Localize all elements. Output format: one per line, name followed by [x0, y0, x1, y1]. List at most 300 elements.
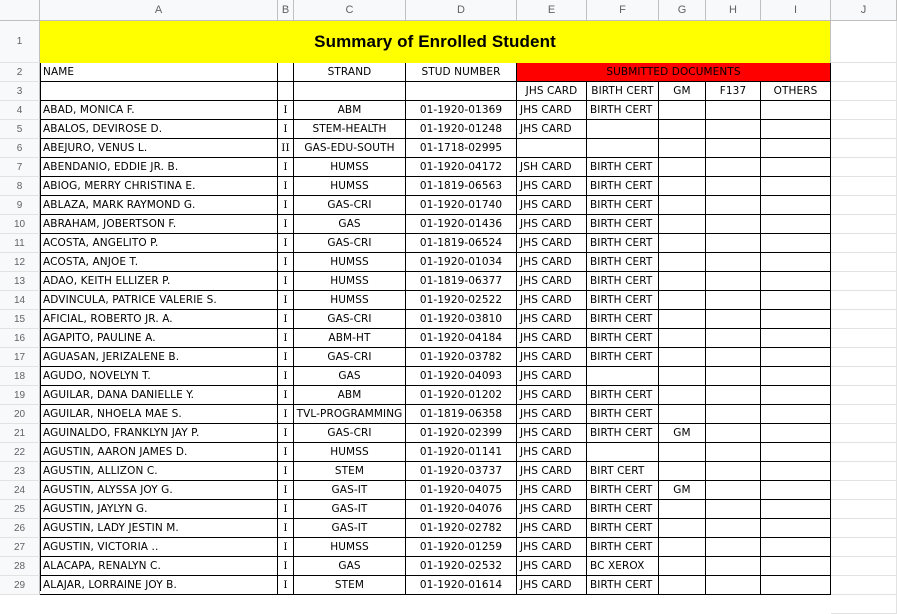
doc-f137[interactable]	[706, 443, 761, 462]
column-header-b[interactable]: B	[278, 0, 294, 21]
student-name[interactable]: AGAPITO, PAULINE A.	[40, 329, 278, 348]
doc-others[interactable]	[761, 405, 831, 424]
grid-cell-j[interactable]	[831, 557, 897, 576]
doc-others[interactable]	[761, 424, 831, 443]
doc-birth-cert[interactable]: BIRTH CERT	[587, 272, 659, 291]
row-header[interactable]: 26	[0, 519, 40, 538]
doc-others[interactable]	[761, 196, 831, 215]
doc-gm[interactable]	[659, 500, 706, 519]
student-grade[interactable]: I	[278, 557, 294, 576]
doc-birth-cert[interactable]: BIRTH CERT	[587, 158, 659, 177]
doc-gm[interactable]	[659, 367, 706, 386]
student-strand[interactable]: ABM	[294, 101, 406, 120]
header-stud-number[interactable]: STUD NUMBER	[406, 63, 517, 82]
row-header[interactable]: 21	[0, 424, 40, 443]
student-strand[interactable]: STEM	[294, 462, 406, 481]
doc-gm[interactable]: GM	[659, 481, 706, 500]
column-header-e[interactable]: E	[517, 0, 587, 21]
student-grade[interactable]: I	[278, 272, 294, 291]
student-strand[interactable]: GAS-IT	[294, 500, 406, 519]
doc-f137[interactable]	[706, 215, 761, 234]
student-name[interactable]: AGUASAN, JERIZALENE B.	[40, 348, 278, 367]
doc-gm[interactable]	[659, 272, 706, 291]
doc-jhs-card[interactable]: JHS CARD	[517, 120, 587, 139]
doc-birth-cert[interactable]	[587, 367, 659, 386]
grid-cell-j[interactable]	[831, 348, 897, 367]
doc-birth-cert[interactable]: BIRTH CERT	[587, 329, 659, 348]
column-header-d[interactable]: D	[406, 0, 517, 21]
row-header[interactable]: 8	[0, 177, 40, 196]
doc-birth-cert[interactable]: BIRTH CERT	[587, 424, 659, 443]
student-name[interactable]: AGUINALDO, FRANKLYN JAY P.	[40, 424, 278, 443]
doc-f137[interactable]	[706, 367, 761, 386]
student-strand[interactable]: HUMSS	[294, 443, 406, 462]
student-grade[interactable]: I	[278, 253, 294, 272]
header-grade[interactable]	[278, 63, 294, 82]
doc-jhs-card[interactable]: JHS CARD	[517, 405, 587, 424]
row-header[interactable]: 13	[0, 272, 40, 291]
grid-cell-j[interactable]	[831, 272, 897, 291]
student-strand[interactable]: HUMSS	[294, 291, 406, 310]
student-name[interactable]: ALACAPA, RENALYN C.	[40, 557, 278, 576]
grid-cell-j[interactable]	[831, 63, 897, 82]
row-header[interactable]: 10	[0, 215, 40, 234]
grid-cell-j[interactable]	[831, 405, 897, 424]
doc-f137[interactable]	[706, 177, 761, 196]
student-grade[interactable]: I	[278, 234, 294, 253]
grid-cell-j[interactable]	[831, 576, 897, 595]
doc-f137[interactable]	[706, 405, 761, 424]
doc-f137[interactable]	[706, 253, 761, 272]
column-header-a[interactable]: A	[40, 0, 278, 21]
student-name[interactable]: AGUSTIN, JAYLYN G.	[40, 500, 278, 519]
doc-jhs-card[interactable]: JHS CARD	[517, 538, 587, 557]
grid-cell-j[interactable]	[831, 21, 897, 63]
student-number[interactable]: 01-1920-04172	[406, 158, 517, 177]
doc-jhs-card[interactable]: JHS CARD	[517, 519, 587, 538]
student-strand[interactable]: GAS-CRI	[294, 310, 406, 329]
row-header[interactable]: 1	[0, 21, 40, 63]
student-number[interactable]: 01-1718-02995	[406, 139, 517, 158]
student-number[interactable]: 01-1920-02532	[406, 557, 517, 576]
student-grade[interactable]: I	[278, 291, 294, 310]
student-grade[interactable]: I	[278, 329, 294, 348]
student-strand[interactable]: HUMSS	[294, 538, 406, 557]
student-strand[interactable]: HUMSS	[294, 253, 406, 272]
grid-cell-j[interactable]	[831, 500, 897, 519]
student-name[interactable]: ADVINCULA, PATRICE VALERIE S.	[40, 291, 278, 310]
grid-cell-j[interactable]	[831, 82, 897, 101]
doc-others[interactable]	[761, 443, 831, 462]
doc-f137[interactable]	[706, 576, 761, 595]
doc-jhs-card[interactable]: JHS CARD	[517, 272, 587, 291]
header-doc-others[interactable]: OTHERS	[761, 82, 831, 101]
doc-birth-cert[interactable]: BIRTH CERT	[587, 101, 659, 120]
doc-others[interactable]	[761, 557, 831, 576]
doc-birth-cert[interactable]: BIRTH CERT	[587, 291, 659, 310]
doc-birth-cert[interactable]: BIRTH CERT	[587, 576, 659, 595]
student-name[interactable]: ALAJAR, LORRAINE JOY B.	[40, 576, 278, 595]
student-strand[interactable]: GAS-CRI	[294, 424, 406, 443]
doc-gm[interactable]	[659, 348, 706, 367]
doc-birth-cert[interactable]	[587, 139, 659, 158]
doc-f137[interactable]	[706, 481, 761, 500]
doc-f137[interactable]	[706, 101, 761, 120]
doc-birth-cert[interactable]: BIRTH CERT	[587, 500, 659, 519]
doc-birth-cert[interactable]	[587, 120, 659, 139]
grid-cell-j[interactable]	[831, 424, 897, 443]
student-grade[interactable]: I	[278, 177, 294, 196]
doc-jhs-card[interactable]: JHS CARD	[517, 481, 587, 500]
student-strand[interactable]: TVL-PROGRAMMING	[294, 405, 406, 424]
row-header[interactable]: 3	[0, 82, 40, 101]
doc-gm[interactable]	[659, 120, 706, 139]
doc-others[interactable]	[761, 101, 831, 120]
doc-others[interactable]	[761, 158, 831, 177]
doc-birth-cert[interactable]: BIRTH CERT	[587, 253, 659, 272]
doc-jhs-card[interactable]: JHS CARD	[517, 348, 587, 367]
doc-birth-cert[interactable]: BIRTH CERT	[587, 177, 659, 196]
column-header-i[interactable]: I	[761, 0, 831, 21]
doc-jhs-card[interactable]: JSH CARD	[517, 158, 587, 177]
doc-f137[interactable]	[706, 272, 761, 291]
doc-gm[interactable]	[659, 386, 706, 405]
doc-others[interactable]	[761, 215, 831, 234]
grid-cell-j[interactable]	[831, 367, 897, 386]
doc-f137[interactable]	[706, 310, 761, 329]
doc-f137[interactable]	[706, 291, 761, 310]
doc-birth-cert[interactable]: BIRTH CERT	[587, 215, 659, 234]
doc-gm[interactable]	[659, 443, 706, 462]
grid-cell-j[interactable]	[831, 310, 897, 329]
grid-cell-j[interactable]	[831, 595, 897, 614]
student-strand[interactable]: STEM	[294, 576, 406, 595]
student-number[interactable]: 01-1920-01259	[406, 538, 517, 557]
doc-jhs-card[interactable]: JHS CARD	[517, 367, 587, 386]
doc-jhs-card[interactable]: JHS CARD	[517, 291, 587, 310]
doc-gm[interactable]	[659, 576, 706, 595]
doc-jhs-card[interactable]: JHS CARD	[517, 443, 587, 462]
student-grade[interactable]: I	[278, 405, 294, 424]
row-header[interactable]: 4	[0, 101, 40, 120]
header-doc-f137[interactable]: F137	[706, 82, 761, 101]
student-strand[interactable]: HUMSS	[294, 272, 406, 291]
student-grade[interactable]: I	[278, 386, 294, 405]
student-number[interactable]: 01-1920-02399	[406, 424, 517, 443]
student-name[interactable]: ABEJURO, VENUS L.	[40, 139, 278, 158]
row-header[interactable]: 2	[0, 63, 40, 82]
doc-gm[interactable]	[659, 177, 706, 196]
grid-cell-j[interactable]	[831, 329, 897, 348]
doc-jhs-card[interactable]: JHS CARD	[517, 576, 587, 595]
student-grade[interactable]: I	[278, 367, 294, 386]
student-strand[interactable]: HUMSS	[294, 177, 406, 196]
doc-birth-cert[interactable]: BIRTH CERT	[587, 481, 659, 500]
doc-jhs-card[interactable]: JHS CARD	[517, 177, 587, 196]
student-name[interactable]: ABALOS, DEVIROSE D.	[40, 120, 278, 139]
grid-cell-j[interactable]	[831, 177, 897, 196]
header-submitted-documents[interactable]: SUBMITTED DOCUMENTS	[517, 63, 831, 82]
student-strand[interactable]: GAS-IT	[294, 481, 406, 500]
doc-gm[interactable]	[659, 291, 706, 310]
doc-others[interactable]	[761, 291, 831, 310]
doc-jhs-card[interactable]: JHS CARD	[517, 557, 587, 576]
doc-birth-cert[interactable]: BIRTH CERT	[587, 196, 659, 215]
student-grade[interactable]: I	[278, 462, 294, 481]
column-header-g[interactable]: G	[659, 0, 706, 21]
row-header[interactable]: 28	[0, 557, 40, 576]
row-header[interactable]: 7	[0, 158, 40, 177]
doc-others[interactable]	[761, 386, 831, 405]
doc-gm[interactable]	[659, 101, 706, 120]
doc-f137[interactable]	[706, 386, 761, 405]
header-strand[interactable]: STRAND	[294, 63, 406, 82]
grid-cell-j[interactable]	[831, 253, 897, 272]
doc-jhs-card[interactable]: JHS CARD	[517, 310, 587, 329]
doc-f137[interactable]	[706, 462, 761, 481]
student-strand[interactable]: GAS-IT	[294, 519, 406, 538]
grid-cell-j[interactable]	[831, 196, 897, 215]
student-strand[interactable]: GAS	[294, 367, 406, 386]
row-header[interactable]: 12	[0, 253, 40, 272]
doc-gm[interactable]	[659, 215, 706, 234]
doc-birth-cert[interactable]: BIRTH CERT	[587, 405, 659, 424]
student-name[interactable]: AGUILAR, NHOELA MAE S.	[40, 405, 278, 424]
header-doc-gm[interactable]: GM	[659, 82, 706, 101]
student-name[interactable]: AGUDO, NOVELYN T.	[40, 367, 278, 386]
grid-cell-j[interactable]	[831, 443, 897, 462]
doc-birth-cert[interactable]	[587, 443, 659, 462]
doc-f137[interactable]	[706, 557, 761, 576]
column-header-c[interactable]: C	[294, 0, 406, 21]
doc-birth-cert[interactable]: BIRTH CERT	[587, 519, 659, 538]
column-header-h[interactable]: H	[706, 0, 761, 21]
header-name[interactable]: NAME	[40, 63, 278, 82]
student-number[interactable]: 01-1819-06524	[406, 234, 517, 253]
student-name[interactable]: AGUILAR, DANA DANIELLE Y.	[40, 386, 278, 405]
grid-cell-j[interactable]	[831, 519, 897, 538]
student-name[interactable]: AGUSTIN, ALYSSA JOY G.	[40, 481, 278, 500]
student-number[interactable]: 01-1920-04075	[406, 481, 517, 500]
doc-gm[interactable]: GM	[659, 424, 706, 443]
student-number[interactable]: 01-1920-01141	[406, 443, 517, 462]
student-number[interactable]: 01-1920-03782	[406, 348, 517, 367]
student-name[interactable]: ABRAHAM, JOBERTSON F.	[40, 215, 278, 234]
student-grade[interactable]: I	[278, 348, 294, 367]
student-strand[interactable]: GAS-CRI	[294, 348, 406, 367]
student-strand[interactable]: STEM-HEALTH	[294, 120, 406, 139]
doc-gm[interactable]	[659, 405, 706, 424]
grid-cell-j[interactable]	[831, 291, 897, 310]
student-name[interactable]: AGUSTIN, AARON JAMES D.	[40, 443, 278, 462]
grid-cell-j[interactable]	[831, 158, 897, 177]
doc-f137[interactable]	[706, 139, 761, 158]
doc-gm[interactable]	[659, 557, 706, 576]
doc-jhs-card[interactable]: JHS CARD	[517, 329, 587, 348]
student-number[interactable]: 01-1819-06377	[406, 272, 517, 291]
doc-birth-cert[interactable]: BIRTH CERT	[587, 310, 659, 329]
doc-birth-cert[interactable]: BIRTH CERT	[587, 386, 659, 405]
student-name[interactable]: ACOSTA, ANJOE T.	[40, 253, 278, 272]
doc-jhs-card[interactable]: JHS CARD	[517, 424, 587, 443]
doc-gm[interactable]	[659, 234, 706, 253]
doc-others[interactable]	[761, 139, 831, 158]
grid-cell-j[interactable]	[831, 481, 897, 500]
student-strand[interactable]: GAS-CRI	[294, 196, 406, 215]
row-header[interactable]: 24	[0, 481, 40, 500]
doc-f137[interactable]	[706, 538, 761, 557]
student-number[interactable]: 01-1920-01248	[406, 120, 517, 139]
student-strand[interactable]: GAS-CRI	[294, 234, 406, 253]
select-all-corner[interactable]	[0, 0, 40, 21]
row-header[interactable]: 19	[0, 386, 40, 405]
student-strand[interactable]: GAS	[294, 215, 406, 234]
doc-others[interactable]	[761, 348, 831, 367]
doc-jhs-card[interactable]: JHS CARD	[517, 462, 587, 481]
doc-gm[interactable]	[659, 196, 706, 215]
grid-cell-j[interactable]	[831, 462, 897, 481]
sheet-title[interactable]: Summary of Enrolled Student	[40, 21, 831, 63]
student-number[interactable]: 01-1920-02522	[406, 291, 517, 310]
row-header[interactable]: 29	[0, 576, 40, 595]
student-name[interactable]: ABLAZA, MARK RAYMOND G.	[40, 196, 278, 215]
header-blank[interactable]	[406, 82, 517, 101]
student-grade[interactable]: I	[278, 576, 294, 595]
doc-jhs-card[interactable]: JHS CARD	[517, 500, 587, 519]
student-number[interactable]: 01-1920-01034	[406, 253, 517, 272]
doc-gm[interactable]	[659, 462, 706, 481]
grid-cell-j[interactable]	[831, 139, 897, 158]
doc-others[interactable]	[761, 120, 831, 139]
doc-f137[interactable]	[706, 329, 761, 348]
student-name[interactable]: ACOSTA, ANGELITO P.	[40, 234, 278, 253]
student-number[interactable]: 01-1920-01436	[406, 215, 517, 234]
student-grade[interactable]: I	[278, 310, 294, 329]
row-header[interactable]: 23	[0, 462, 40, 481]
row-header[interactable]: 17	[0, 348, 40, 367]
grid-cell-j[interactable]	[831, 120, 897, 139]
student-name[interactable]: ABAD, MONICA F.	[40, 101, 278, 120]
student-number[interactable]: 01-1920-04184	[406, 329, 517, 348]
header-blank[interactable]	[278, 82, 294, 101]
doc-birth-cert[interactable]: BIRTH CERT	[587, 348, 659, 367]
row-header[interactable]: 20	[0, 405, 40, 424]
grid-cell-j[interactable]	[831, 538, 897, 557]
student-name[interactable]: ABENDANIO, EDDIE JR. B.	[40, 158, 278, 177]
row-header[interactable]: 14	[0, 291, 40, 310]
doc-others[interactable]	[761, 329, 831, 348]
doc-f137[interactable]	[706, 424, 761, 443]
doc-others[interactable]	[761, 481, 831, 500]
row-header[interactable]: 6	[0, 139, 40, 158]
student-number[interactable]: 01-1920-01614	[406, 576, 517, 595]
student-strand[interactable]: ABM	[294, 386, 406, 405]
row-header[interactable]: 5	[0, 120, 40, 139]
grid-cell-j[interactable]	[831, 101, 897, 120]
doc-f137[interactable]	[706, 519, 761, 538]
student-name[interactable]: AGUSTIN, VICTORIA ..	[40, 538, 278, 557]
doc-others[interactable]	[761, 538, 831, 557]
doc-gm[interactable]	[659, 519, 706, 538]
row-header[interactable]: 22	[0, 443, 40, 462]
column-header-j[interactable]: J	[831, 0, 897, 21]
student-number[interactable]: 01-1920-02782	[406, 519, 517, 538]
header-doc-jhs-card[interactable]: JHS CARD	[517, 82, 587, 101]
doc-others[interactable]	[761, 234, 831, 253]
grid-cell-j[interactable]	[831, 215, 897, 234]
doc-others[interactable]	[761, 576, 831, 595]
doc-jhs-card[interactable]: JHS CARD	[517, 196, 587, 215]
doc-f137[interactable]	[706, 120, 761, 139]
doc-others[interactable]	[761, 310, 831, 329]
column-header-f[interactable]: F	[587, 0, 659, 21]
doc-jhs-card[interactable]: JHS CARD	[517, 386, 587, 405]
student-grade[interactable]: I	[278, 120, 294, 139]
doc-jhs-card[interactable]: JHS CARD	[517, 101, 587, 120]
student-grade[interactable]: I	[278, 196, 294, 215]
doc-f137[interactable]	[706, 234, 761, 253]
header-doc-birth-cert[interactable]: BIRTH CERT	[587, 82, 659, 101]
doc-others[interactable]	[761, 519, 831, 538]
student-grade[interactable]: I	[278, 500, 294, 519]
doc-gm[interactable]	[659, 310, 706, 329]
student-strand[interactable]: ABM-HT	[294, 329, 406, 348]
header-blank[interactable]	[40, 82, 278, 101]
student-number[interactable]: 01-1819-06358	[406, 405, 517, 424]
student-name[interactable]: ABIOG, MERRY CHRISTINA E.	[40, 177, 278, 196]
doc-gm[interactable]	[659, 158, 706, 177]
doc-gm[interactable]	[659, 329, 706, 348]
doc-others[interactable]	[761, 500, 831, 519]
student-name[interactable]: AGUSTIN, LADY JESTIN M.	[40, 519, 278, 538]
student-number[interactable]: 01-1920-04076	[406, 500, 517, 519]
student-strand[interactable]: HUMSS	[294, 158, 406, 177]
student-grade[interactable]: I	[278, 481, 294, 500]
doc-f137[interactable]	[706, 158, 761, 177]
doc-gm[interactable]	[659, 538, 706, 557]
student-grade[interactable]: I	[278, 215, 294, 234]
student-grade[interactable]: II	[278, 139, 294, 158]
row-header[interactable]: 16	[0, 329, 40, 348]
student-grade[interactable]: I	[278, 101, 294, 120]
doc-birth-cert[interactable]: BIRTH CERT	[587, 538, 659, 557]
doc-others[interactable]	[761, 253, 831, 272]
grid-cell-j[interactable]	[831, 234, 897, 253]
student-grade[interactable]: I	[278, 443, 294, 462]
doc-jhs-card[interactable]	[517, 139, 587, 158]
row-header[interactable]: 15	[0, 310, 40, 329]
student-name[interactable]: ADAO, KEITH ELLIZER P.	[40, 272, 278, 291]
grid-cell-j[interactable]	[831, 386, 897, 405]
row-header[interactable]: 25	[0, 500, 40, 519]
student-grade[interactable]: I	[278, 158, 294, 177]
row-header[interactable]: 18	[0, 367, 40, 386]
doc-birth-cert[interactable]: BC XEROX	[587, 557, 659, 576]
doc-others[interactable]	[761, 177, 831, 196]
doc-gm[interactable]	[659, 139, 706, 158]
doc-gm[interactable]	[659, 253, 706, 272]
student-number[interactable]: 01-1920-01202	[406, 386, 517, 405]
doc-birth-cert[interactable]: BIRT CERT	[587, 462, 659, 481]
student-strand[interactable]: GAS-EDU-SOUTH	[294, 139, 406, 158]
student-number[interactable]: 01-1920-01740	[406, 196, 517, 215]
header-blank[interactable]	[294, 82, 406, 101]
student-name[interactable]: AGUSTIN, ALLIZON C.	[40, 462, 278, 481]
student-strand[interactable]: GAS	[294, 557, 406, 576]
student-number[interactable]: 01-1920-03810	[406, 310, 517, 329]
student-number[interactable]: 01-1819-06563	[406, 177, 517, 196]
doc-jhs-card[interactable]: JHS CARD	[517, 253, 587, 272]
